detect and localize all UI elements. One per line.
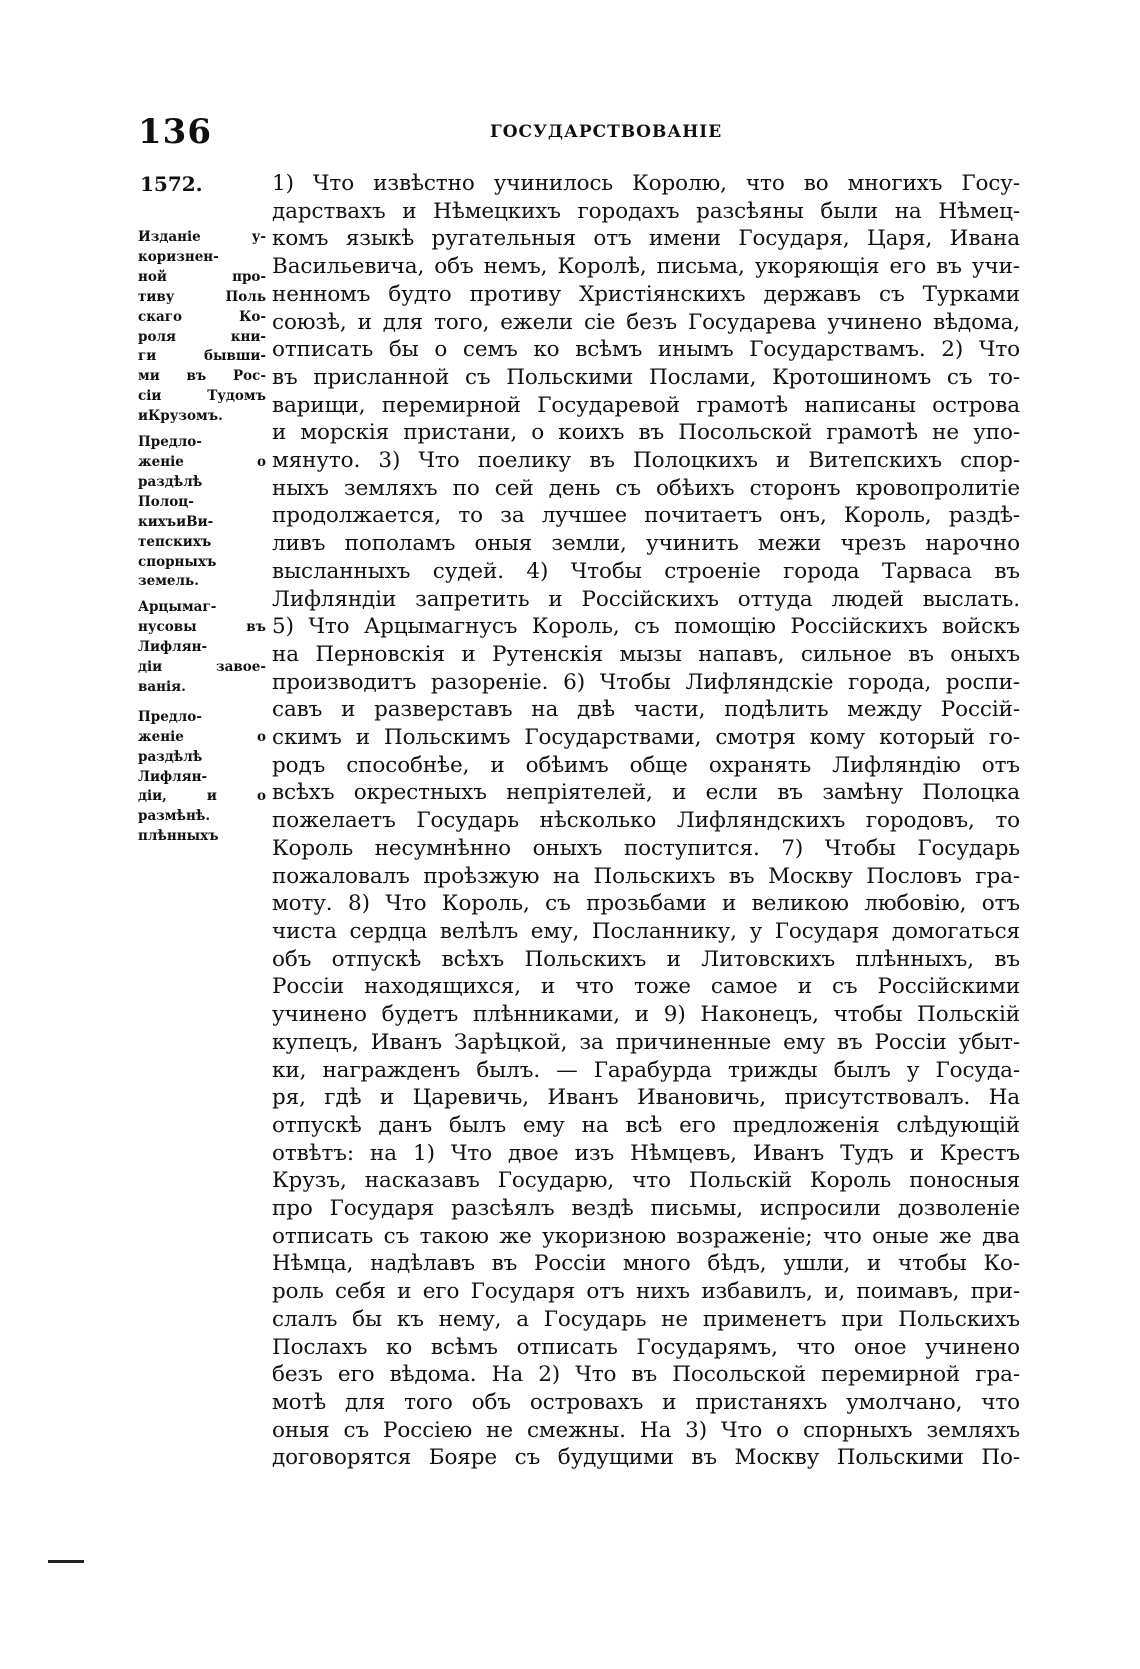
body-line: на Перновскія и Рутенскія мызы напавъ, сильное въ оныхъ: [272, 641, 1020, 667]
body-line: учинено будетъ плѣнниками, и 9) Наконецъ, чтобы Польскій: [272, 1002, 1020, 1028]
margin-note-line: ной про-: [138, 268, 266, 285]
margin-note-line: плѣнныхъ: [138, 828, 219, 845]
margin-note: [138, 598, 266, 698]
body-line: 1) Что извѣстно учинилось Королю, что во многихъ Госу-: [272, 171, 1020, 196]
margin-note-line: коризнен-: [138, 248, 219, 265]
margin-note-line: ванія.: [138, 678, 186, 695]
body-line: Король несумнѣнно оныхъ поступится. 7) Чтобы Государь: [272, 835, 1020, 861]
body-line: объ отпускѣ всѣхъ Польскихъ и Литовскихъ плѣнныхъ, въ: [272, 946, 1020, 972]
body-line: ныхъ земляхъ по сей день съ обѣихъ сторонъ кровопролитіе: [272, 475, 1020, 501]
body-line: союзѣ, и для того, ежели сіе безъ Государева учинено вѣдома,: [272, 309, 1020, 335]
margin-note-line: скаго Ко-: [138, 308, 266, 325]
margin-note-line: тиву Поль: [138, 288, 266, 305]
body-line: пожелаетъ Государь нѣсколько Лифляндскихъ городовъ, то: [272, 808, 1020, 834]
margin-note-line: нусовы въ: [138, 619, 266, 636]
body-line: оныя съ Россіею не смежны. На 3) Что о спорныхъ земляхъ: [272, 1417, 1020, 1443]
body-line: мянуто. 3) Что поелику въ Полоцкихъ и Витепскихъ спор-: [272, 448, 1020, 474]
body-line: слалъ бы къ нему, а Государь не применетъ при Польскихъ: [272, 1306, 1020, 1332]
body-line: 5) Что Арцымагнусъ Король, съ помощію Россійскихъ войскъ: [272, 614, 1020, 640]
body-line: безъ его вѣдома. На 2) Что въ Посольской перемирной гра-: [272, 1362, 1020, 1388]
body-line: всѣхъ окрестныхъ непріятелей, и если въ замѣну Полоцка: [272, 780, 1020, 806]
margin-note-line: спорныхъ: [138, 553, 217, 570]
margin-notes: [138, 228, 266, 853]
margin-note-line: Изданіе у-: [138, 229, 266, 245]
body-line: родъ способнѣе, и обѣимъ обще охранять Лифляндію отъ: [272, 752, 1020, 778]
body-line: продолжается, то за лучшее почитаетъ онъ, Король, раздѣ-: [272, 503, 1020, 529]
margin-note-line: раздѣлѣ: [138, 473, 203, 490]
margin-note-line: діи, и о: [138, 788, 266, 805]
body-line: Лифляндіи запретить и Россійскихъ оттуда людей выслать.: [272, 586, 1020, 612]
body-line: отпускѣ данъ былъ ему на всѣ его предложенія слѣдующій: [272, 1112, 1020, 1138]
margin-note-line: размѣнѣ.: [138, 808, 211, 825]
body-line: пожаловалъ проѣзжую на Польскихъ въ Москву Пословъ гра-: [272, 863, 1020, 889]
body-line: ненномъ будто противу Христіянскихъ державъ съ Турками: [272, 281, 1020, 307]
margin-note-line: тепскихъ: [138, 533, 212, 550]
body-line: варищи, перемирной Государевой грамотѣ написаны острова: [272, 392, 1020, 418]
margin-note-line: Предло-: [138, 434, 202, 451]
margin-note-line: Полоц-: [138, 493, 194, 510]
body-line: ря, гдѣ и Царевичь, Иванъ Ивановичь, присутствовалъ. На: [272, 1085, 1020, 1111]
body-line: комъ языкѣ ругательныя отъ имени Государя, Царя, Ивана: [272, 226, 1020, 252]
body-line: ки, награжденъ былъ. — Гарабурда трижды былъ у Госуда-: [272, 1057, 1020, 1083]
body-line: купецъ, Иванъ Зарѣцкой, за причиненные ему въ Россіи убыт-: [272, 1029, 1020, 1055]
margin-note-line: женіе о: [138, 453, 266, 470]
body-line: Нѣмца, надѣлавъ въ Россіи много бѣдъ, ушли, и чтобы Ко-: [272, 1251, 1020, 1277]
body-line: про Государя разсѣялъ вездѣ письмы, испросили дозволеніе: [272, 1196, 1020, 1222]
body-line: дарствахъ и Нѣмецкихъ городахъ разсѣяны были на Нѣмец-: [272, 198, 1020, 224]
page-number: 136: [138, 112, 212, 152]
body-line: Россіи находящихся, и что тоже самое и съ Россійскими: [272, 974, 1020, 1000]
body-line: савъ и разверставъ на двѣ части, подѣлить между Россій-: [272, 697, 1020, 723]
margin-note-line: Предло-: [138, 708, 202, 725]
margin-note-line: Лифлян-: [138, 768, 208, 785]
margin-note-line: иКрузомъ.: [138, 408, 223, 425]
margin-note-line: Лифлян-: [138, 639, 208, 656]
margin-note-line: ми въ Рос-: [138, 368, 266, 385]
body-line: роль себя и его Государя отъ нихъ избавилъ, и, поимавъ, при-: [272, 1279, 1020, 1305]
margin-note: [138, 708, 266, 847]
margin-note-line: земель.: [138, 573, 199, 590]
scan-mark: [48, 1560, 84, 1563]
margin-note: [138, 433, 266, 592]
body-line: высланныхъ судей. 4) Чтобы строеніе города Тарваса въ: [272, 558, 1020, 584]
body-line: и морскія пристани, о коихъ въ Посольской грамотѣ не упо-: [272, 420, 1020, 446]
body-line: производитъ разореніе. 6) Чтобы Лифляндскіе города, роспи-: [272, 669, 1020, 695]
margin-note-line: кихъиВи-: [138, 513, 214, 530]
margin-note: [138, 228, 266, 427]
body-line: отписать съ такою же укоризною возраженіе; что оные же два: [272, 1223, 1020, 1249]
margin-note-line: раздѣлѣ: [138, 748, 203, 765]
body-line: чиста сердца велѣлъ ему, Посланнику, у Государя домогаться: [272, 918, 1020, 944]
running-head: ГОСУДАРСТВОВАНІЕ: [490, 122, 723, 142]
body-text: [272, 170, 1020, 1472]
year-marker: 1572.: [140, 172, 203, 196]
margin-note-line: ги бывши-: [138, 348, 266, 365]
body-line: отвѣтъ: на 1) Что двое изъ Нѣмцевъ, Иванъ Тудъ и Крестъ: [272, 1140, 1020, 1166]
body-line: Крузъ, насказавъ Государю, что Польскій Король поносныя: [272, 1168, 1020, 1194]
margin-note-line: діи завое-: [138, 659, 266, 676]
margin-note-line: Арцымаг-: [138, 599, 217, 616]
margin-note-line: роля кни-: [138, 328, 266, 345]
body-line: скимъ и Польскимъ Государствами, смотря кому который го-: [272, 725, 1020, 751]
body-line: моту. 8) Что Король, съ прозьбами и великою любовію, отъ: [272, 891, 1020, 917]
body-line: Васильевича, объ немъ, Королѣ, письма, укоряющія его въ учи-: [272, 254, 1020, 280]
body-line: договорятся Бояре съ будущими въ Москву Польскими По-: [272, 1445, 1020, 1471]
body-line: отписать бы о семъ ко всѣмъ инымъ Государствамъ. 2) Что: [272, 337, 1020, 363]
body-line: ливъ пополамъ оныя земли, учинить межи чрезъ нарочно: [272, 531, 1020, 557]
body-line: въ присланной съ Польскими Послами, Кротошиномъ съ то-: [272, 364, 1020, 390]
body-line: Послахъ ко всѣмъ отписать Государямъ, что оное учинено: [272, 1334, 1020, 1360]
margin-note-line: женіе о: [138, 728, 266, 745]
body-line: мотѣ для того объ островахъ и пристаняхъ умолчано, что: [272, 1389, 1020, 1415]
margin-note-line: сіи Тудомъ: [138, 388, 266, 405]
